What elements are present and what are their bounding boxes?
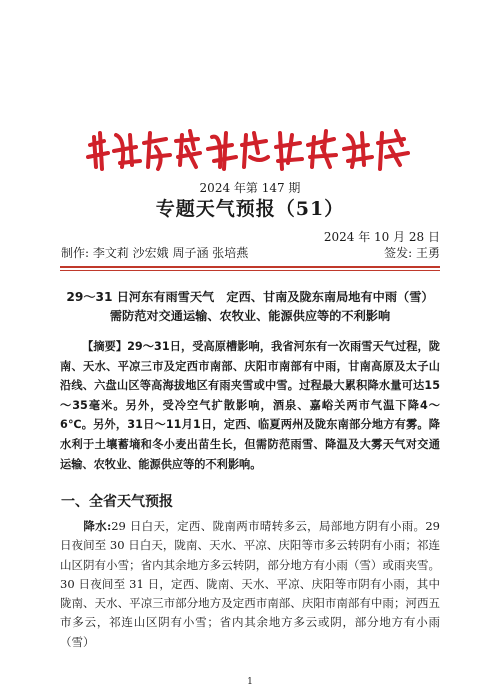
masthead-logo xyxy=(86,127,416,173)
headline-line-2: 需防范对交通运输、农牧业、能源供应等的不利影响 xyxy=(109,309,391,323)
precipitation-paragraph xyxy=(60,517,440,652)
summary-paragraph xyxy=(60,337,440,474)
author-row xyxy=(61,244,440,262)
header-rule-thin xyxy=(60,270,440,271)
page-number: 1 xyxy=(247,677,253,687)
issue-date: 2024 年 10 月 28 日 xyxy=(323,230,440,244)
summary-text: 【摘要】29～31日，受高原槽影响，我省河东有一次雨雪天气过程，陇南、天水、平凉三市及定西市南部、庆阳市南部有中雨，甘南高原及太子山沿线、六盘山区等高海拔地区有雨夹雪或中雪。过程最大累积降水量可达15～35毫米。另外，受冷空气扩散影响，酒泉、嘉峪关两市气温下降4～6℃。另外，31日～11月1日，定西、临夏两州及陇东南部分地方有雾。降水利于土壤蓄墒和冬小麦出苗生长，但需防范雨雪、降温及大雾天气对交通运输、农牧业、能源供应等的不利影响。 xyxy=(60,340,440,471)
headline-line-1: 29～31 日河东有雨雪天气 定西、甘南及陇东南局地有中雨（雪） xyxy=(66,290,434,304)
section-heading: 一、全省天气预报 xyxy=(61,494,173,510)
header-rule-thick xyxy=(60,266,440,268)
issue-number: 2024 年第 147 期 xyxy=(199,181,301,195)
headline xyxy=(60,288,440,326)
signer-text: 签发: 王勇 xyxy=(384,246,440,260)
document-title: 专题天气预报（51） xyxy=(155,198,345,220)
paragraph-lead: 降水: xyxy=(83,519,112,533)
masthead-script-graphic xyxy=(86,127,416,173)
paragraph-text: 29 日白天，定西、陇南两市晴转多云，局部地方阴有小雨。29 日夜间至 30 日白天，陇南、天水、平凉、庆阳等市多云转阴有小雨；祁连山区阴有小雪；省内其余地方多云转阴，部分地方有小雨（雪）或雨夹雪。30 日夜间至 31 日，定西、陇南、天水、平凉、庆阳等市阴有小雨，其中陇南、天水、平凉三市部分地方及定西市南部、庆阳市南部有中雨；河西五市多云，祁连山区阴有小雪；省内其余地方多云或阴，部分地方有小雨（雪） xyxy=(60,519,441,649)
makers-text: 制作: 李文莉 沙宏娥 周子涵 张培燕 xyxy=(61,246,249,260)
